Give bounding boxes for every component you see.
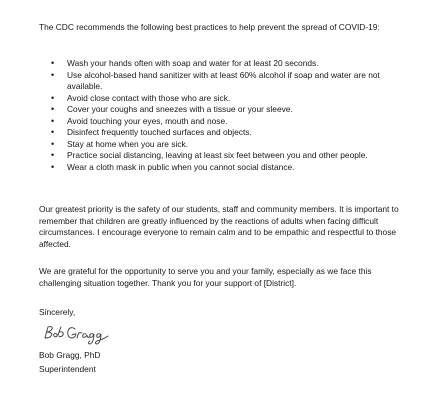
list-item: • Wear a cloth mask in public when you cannot social distance.: [39, 162, 415, 174]
list-item: • Practice social distancing, leaving at least six feet between you and other people.: [39, 150, 415, 162]
gratitude-paragraph: We are grateful for the opportunity to serve you and your family, especially as we face this challenging situation together. Thank you for your support of [District].: [39, 266, 372, 288]
list-item: • Avoid close contact with those who are sick.: [39, 93, 415, 105]
list-item: • Cover your coughs and sneezes with a tissue or your sleeve.: [39, 104, 415, 116]
list-item: • Use alcohol-based hand sanitizer with at least 60% alcohol if soap and water are not available.: [39, 70, 415, 93]
handwritten-signature: [42, 322, 122, 346]
list-item: • Stay at home when you are sick.: [39, 139, 415, 151]
intro-text: The CDC recommends the following best practices to help prevent the spread of COVID-19:: [39, 22, 380, 32]
safety-paragraph: Our greatest priority is the safety of our students, staff and community members. It is important to remember that children are greatly influenced by the reactions of adults when facing difficult circumstances. I encourage everyone to remain calm and to be empathic and respectful to those affected.: [39, 204, 399, 249]
signer-name: Bob Gragg, PhD: [39, 350, 101, 360]
list-item: • Wash your hands often with soap and water for at least 20 seconds.: [39, 58, 415, 70]
best-practices-list: [39, 58, 415, 173]
signer-title: Superintendent: [39, 364, 96, 374]
list-item: • Disinfect frequently touched surfaces and objects.: [39, 127, 415, 139]
list-item: • Avoid touching your eyes, mouth and nose.: [39, 116, 415, 128]
closing-salutation: Sincerely,: [39, 307, 76, 317]
